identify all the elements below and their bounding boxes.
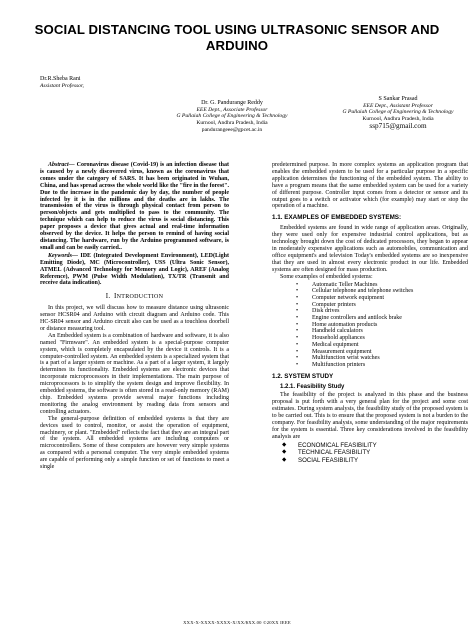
list-item: ◆ ECONOMICAL FEASIBILITY xyxy=(282,442,468,450)
list-item: • Household appliances xyxy=(296,335,468,342)
examples-list-intro: Some examples of embedded systems: xyxy=(280,273,373,280)
keywords-text: IDE (Integrated Development Environment), LED(Light Emitting Diode), MC (Microcontroller), USS (Ultra Sonic Sensor), ATMEL (Advanced Technology for Memory and Logic), AREF (Analog Reference), PWM (Pulse Width Modulation), TX/TR (Transmit and receive data indication). xyxy=(40,252,229,287)
subsubsection-heading-feasibility: 1.2.1. Feasibility Study xyxy=(280,383,345,390)
author-affiliation: G Pullaiah College of Engineering & Technology xyxy=(342,109,454,116)
feasibility-paragraph: The feasibility of the project is analyzed in this phase and the business proposal is put forth with a very general plan for the project and some cost estimates. During system analysis, the feasibility study of the proposed system is to be carried out. This is to ensure that the proposed system is not a burden to the company. For feasibility analysis, some understanding of the major requirements for the system is essential. Three key considerations involved in the feasibility analysis are xyxy=(272,392,468,440)
author-block-3 xyxy=(340,96,456,130)
paper-title: SOCIAL DISTANCING TOOL USING ULTRASONIC SENSOR AND ARDUINO xyxy=(34,22,440,53)
author-role: EEE Dept., Assistant Professor xyxy=(363,102,433,109)
abstract-text: Coronavirus disease (Covid-19) is an infection disease that is caused by a newly discovered virus, known as the coronavirus that comes under the category of SARS. It has been originated in Wuhan, China, and has spread across the whole world like the "fire in the forest". Due to the increase in the pandemic day by day, the number of people infected by it is in the millions and the deaths are in lakhs. The transmission of the virus is through physical contact from person to person/objects and gets multiplied to pass to the community. The technique which can help to reduce the virus is social distancing. This paper proposes a device that gives actual and real-time information observed by the device. It helps the person to remind of having social distancing. The hardware, run by the Arduino programmed software, is small and can be easily carried.. xyxy=(40,162,229,251)
author-block-2 xyxy=(168,100,296,134)
author-name: Dr. G. Pandurange Reddy xyxy=(201,100,263,106)
intro-paragraph-1: In this project, we will discuss how to measure distance using ultrasonic sensor HCSR04 and Arduino with circuit diagram and Arduino code. This HC-SR04 sensor and Arduino circuit also can be used as a touchless doorbell or distance measuring tool. xyxy=(40,305,229,332)
right-column xyxy=(272,162,468,465)
list-item: • Automatic Teller Machines xyxy=(296,282,468,289)
author-role: EEE Dept., Associate Professor xyxy=(196,106,268,113)
abstract xyxy=(40,162,229,252)
examples-list xyxy=(296,282,468,369)
list-item: • Multifunction wrist watches xyxy=(296,355,468,362)
list-item: ◆ TECHNICAL FEASIBILITY xyxy=(282,449,468,457)
intro-paragraph-2: An Embedded system is a combination of hardware and software, it is also named "Firmware". An embedded system is a special-purpose computer system, which is completely encapsulated by the device it controls. It is a computer-controlled system. An embedded system is a specialized system that is a part of a larger system or machine. As a part of a larger system, it largely determines its functionality. Embedded systems are electronic devices that incorporate microprocessors in their implementations. The main purpose of microprocessors is to simplify the system design and improve flexibility. In embedded systems, the software is often stored in a read-only memory (RAM) chip. Embedded systems provide several major functions including monitoring the analog environment by reading data from sensors and controlling actuators. xyxy=(40,332,229,415)
author-name: S Sankar Prasad xyxy=(378,96,418,102)
list-item: • Cellular telephone and telephone switches xyxy=(296,288,468,295)
author-address: Kurnool, Andhra Pradesh, India xyxy=(196,120,268,127)
examples-paragraph: Embedded systems are found in wide range of application areas. Originally, they were used only for expensive industrial control applications, but as technology brought down the cost of dedicated processors, they began to appear in moderately expensive applications such as automobiles, communication and office equipment's and television Today's embedded systems are so inexpensive that they are used in almost every electronic product in our life. Embedded systems are often designed for mass production. xyxy=(272,225,468,273)
list-item: ◆ SOCIAL FEASIBILITY xyxy=(282,457,468,465)
author-block-1 xyxy=(40,76,116,89)
copyright-footer: XXX-X-XXXX-XXXX-X/XX/$XX.00 ©20XX IEEE xyxy=(183,620,291,625)
list-item: • Computer network equipment xyxy=(296,295,468,302)
section-number: I. xyxy=(105,292,111,301)
section-title-rest: NTRODUCTION xyxy=(116,294,164,301)
list-item: • Handheld calculators xyxy=(296,328,468,335)
author-email: pandurangeee@gpcet.ac.in xyxy=(201,126,263,133)
list-item: • Engine controllers and antilock brake xyxy=(296,315,468,322)
abstract-label: Abstract— xyxy=(48,162,75,168)
list-item: • Multifunction printers xyxy=(296,362,468,369)
author-name: Dr.R.Sheba Rani xyxy=(40,76,81,82)
left-column xyxy=(40,162,229,471)
author-affiliation: G Pullaiah College of Engineering & Technology xyxy=(176,113,288,120)
list-item: • Home automation products xyxy=(296,322,468,329)
author-address: Kurnool, Andhra Pradesh, India xyxy=(362,116,434,123)
section-heading-introduction xyxy=(40,293,229,301)
feasibility-list xyxy=(282,442,468,465)
intro-paragraph-3: The general-purpose definition of embedded systems is that they are devices used to control, monitor, or assist the operation of equipment, machinery, or plant. "Embedded" reflects the fact that they are an integral part of the system. All embedded systems are including computers or microcontrollers. Some of these computers are however very simple systems as compared with a personal computer. The very simple embedded systems are capable of performing only a simple function or set of functions to meet a single xyxy=(40,415,229,471)
section-title-initial: I xyxy=(114,292,117,301)
list-item: • Measurement equipment xyxy=(296,349,468,356)
list-item: • Disk drives xyxy=(296,308,468,315)
keywords-label: Keywords— xyxy=(48,252,78,259)
list-item: • Medical equipment xyxy=(296,342,468,349)
intro-continuation: predetermined purpose. In more complex systems an application program that enables the embedded system to be used for a particular purpose in a specific application determines the functioning of the embedded system. The ability to have a program means that the same embedded system can be used for a variety of different purpose. Controller input comes from a detector or sensor and its output goes to a switch or activator which (for example) may start or stop the operation of a machine. xyxy=(272,162,468,210)
keywords xyxy=(40,253,229,288)
list-item: • Computer printers xyxy=(296,302,468,309)
author-email: ssp715@gmail.com xyxy=(369,121,427,130)
author-role: Assistant Professor, xyxy=(40,82,84,89)
subsection-heading-system-study: 1.2. SYSTEM STUDY xyxy=(272,372,334,380)
subsection-heading-examples: 1.1. EXAMPLES OF EMBEDDED SYSTEMS: xyxy=(272,214,402,222)
